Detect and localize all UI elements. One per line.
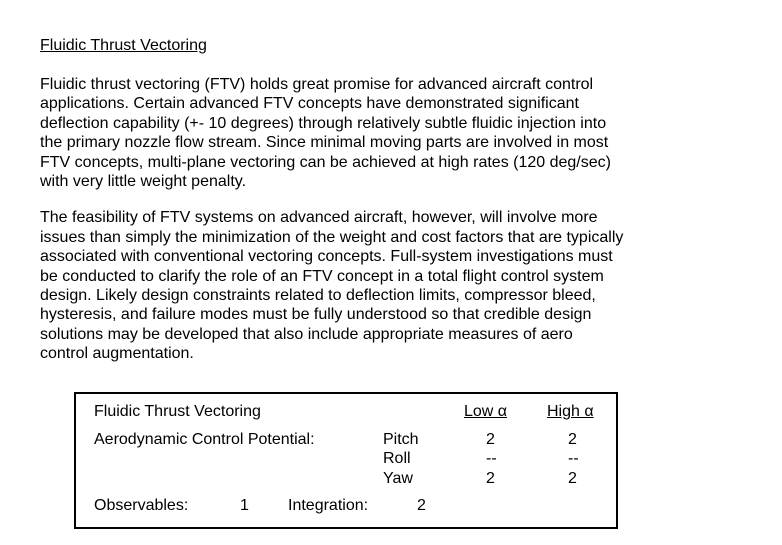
control-potential-label: Aerodynamic Control Potential:: [94, 431, 315, 448]
document-page: [40, 36, 740, 381]
axis-label-roll: Roll: [383, 450, 411, 467]
paragraph-line: applications. Certain advanced FTV concepts have demonstrated significant: [40, 95, 579, 113]
summary-box: [74, 392, 618, 529]
integration-value: 2: [417, 497, 426, 514]
document-title: Fluidic Thrust Vectoring: [40, 37, 207, 54]
paragraph-line: be conducted to clarify the role of an FTV concept in a total flight control system: [40, 267, 604, 285]
yaw-high-value: 2: [568, 470, 577, 487]
paragraph-line: hysteresis, and failure modes must be fully understood so that credible design: [40, 306, 592, 324]
paragraph-1: [40, 75, 730, 191]
paragraph-line: solutions may be developed that also include appropriate measures of aero: [40, 325, 573, 343]
paragraph-line: with very little weight penalty.: [40, 173, 247, 191]
paragraph-2: [40, 208, 730, 363]
roll-high-value: --: [568, 450, 579, 467]
roll-low-value: --: [486, 450, 497, 467]
paragraph-line: The feasibility of FTV systems on advanced aircraft, however, will involve more: [40, 209, 598, 227]
pitch-low-value: 2: [486, 431, 495, 448]
paragraph-line: the primary nozzle flow stream. Since minimal moving parts are involved in most: [40, 134, 609, 152]
paragraph-line: issues than simply the minimization of the weight and cost factors that are typically: [40, 228, 624, 246]
paragraph-line: Fluidic thrust vectoring (FTV) holds great promise for advanced aircraft control: [40, 76, 594, 93]
axis-label-yaw: Yaw: [383, 470, 413, 487]
column-header-low-alpha: Low α: [464, 403, 508, 420]
paragraph-line: FTV concepts, multi-plane vectoring can be achieved at high rates (120 deg/sec): [40, 153, 611, 171]
paragraph-line: design. Likely design constraints related to deflection limits, compressor bleed,: [40, 287, 596, 305]
axis-label-pitch: Pitch: [383, 431, 419, 448]
paragraph-line: control augmentation.: [40, 345, 194, 363]
observables-label: Observables:: [94, 497, 189, 514]
summary-heading: Fluidic Thrust Vectoring: [94, 403, 261, 420]
paragraph-line: associated with conventional vectoring concepts. Full-system investigations must: [40, 248, 613, 266]
pitch-high-value: 2: [568, 431, 577, 448]
column-header-high-alpha: High α: [547, 403, 594, 420]
observables-value: 1: [240, 497, 249, 514]
integration-label: Integration:: [288, 497, 369, 514]
paragraph-line: deflection capability (+- 10 degrees) through relatively subtle fluidic injection into: [40, 114, 607, 132]
yaw-low-value: 2: [486, 470, 495, 487]
